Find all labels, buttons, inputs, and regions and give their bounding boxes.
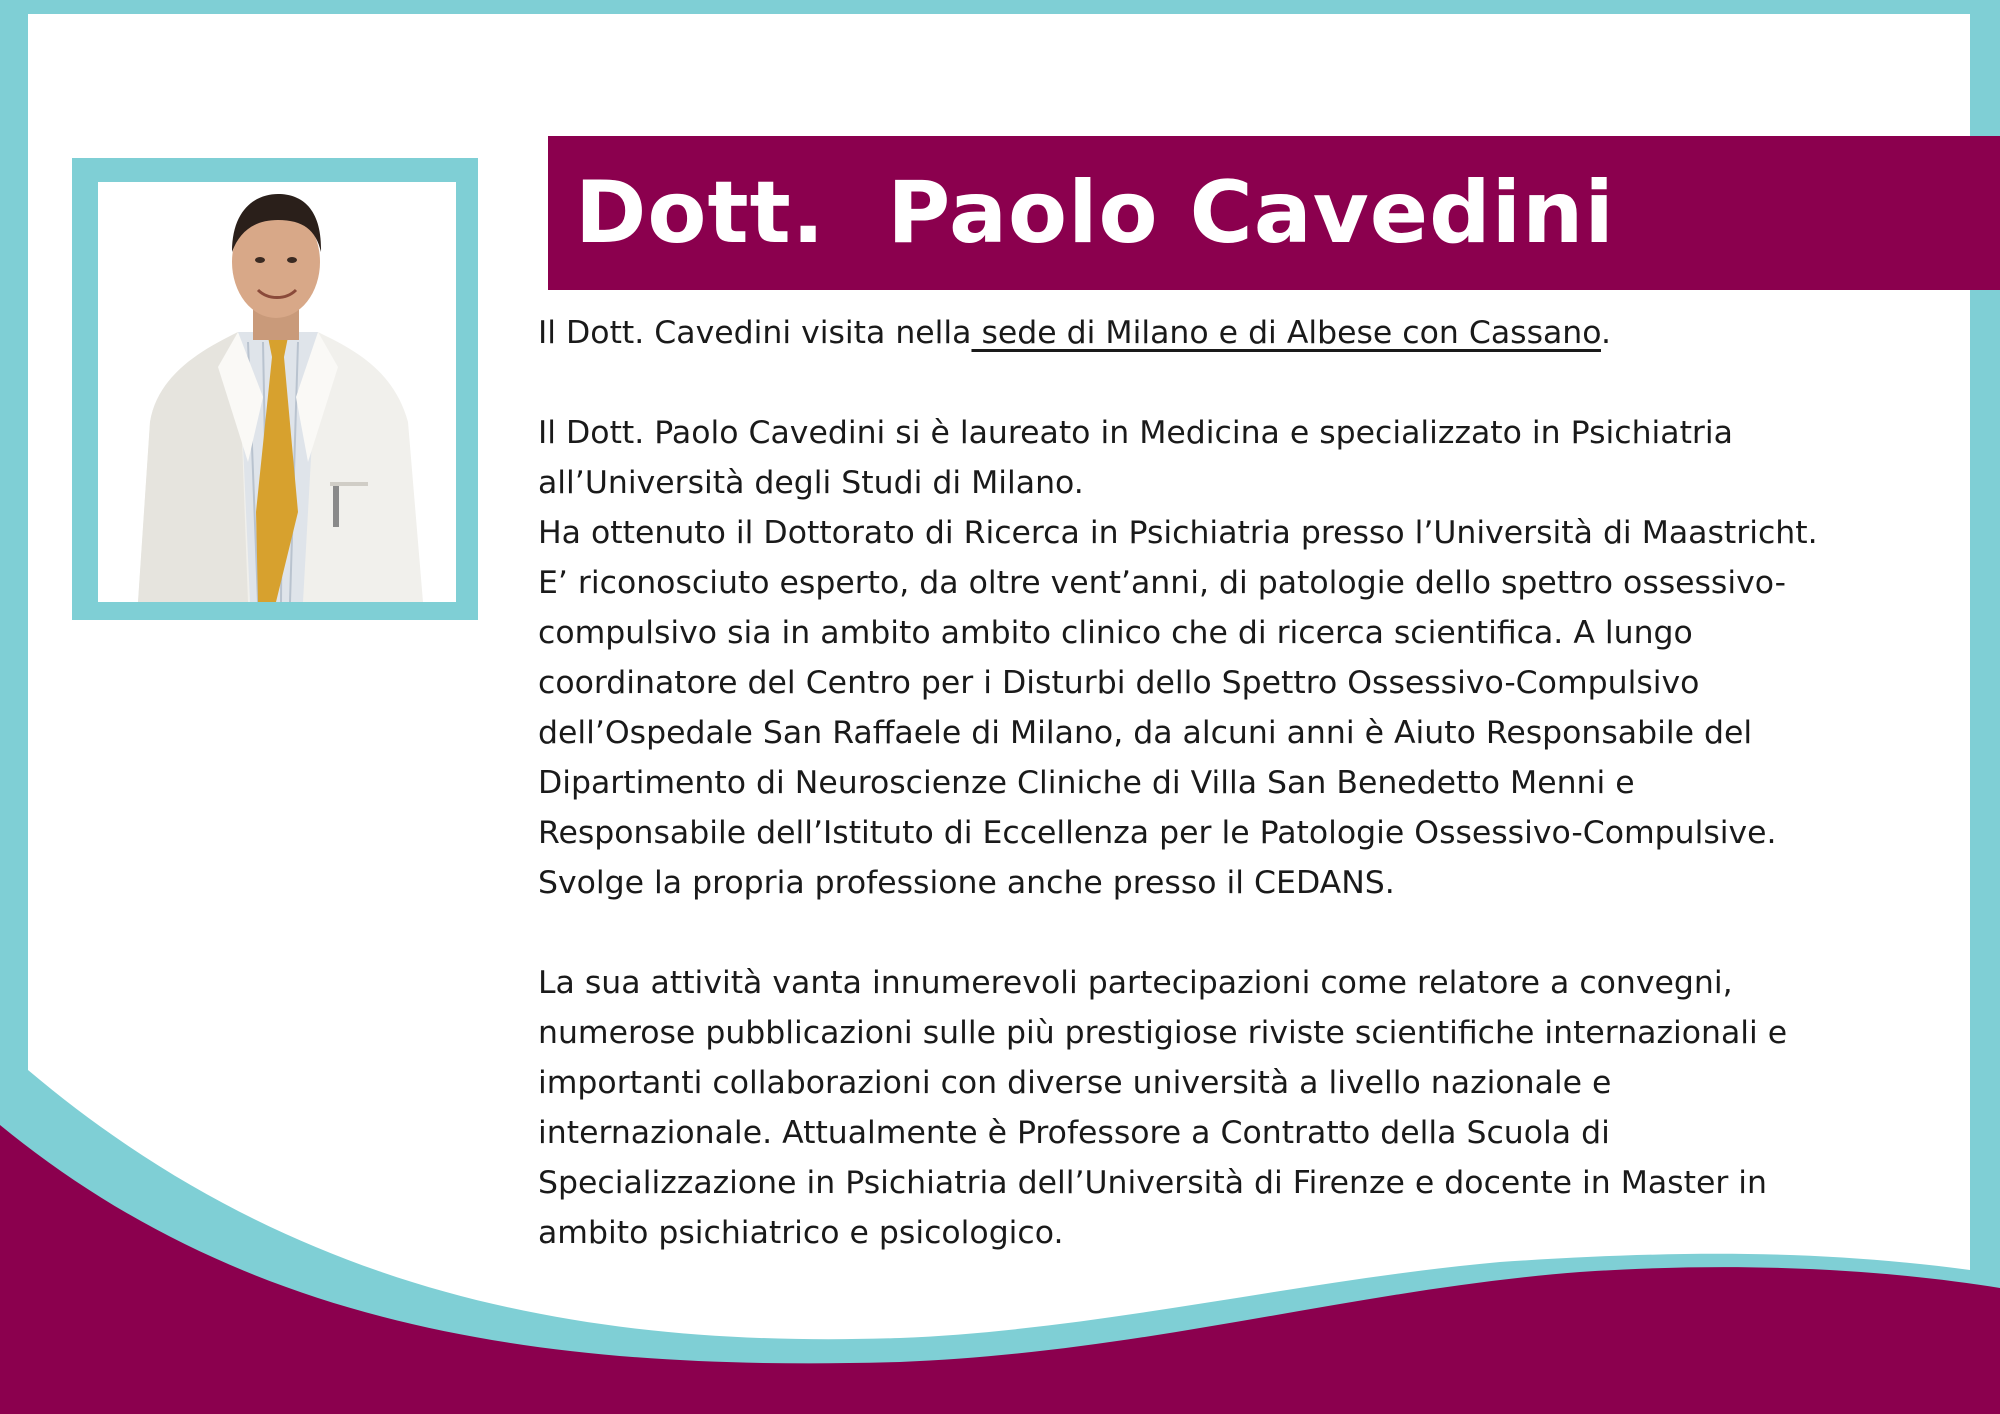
bio-line: Il Dott. Paolo Cavedini si è laureato in Medicina e specializzato in Psichiatria	[538, 415, 1733, 451]
paragraph-gap	[538, 358, 1938, 408]
doctor-portrait-icon	[98, 182, 456, 602]
intro-line	[538, 308, 1938, 358]
bio-line: all’Università degli Studi di Milano.	[538, 465, 1084, 501]
activity-line: La sua attività vanta innumerevoli partecipazioni come relatore a convegni,	[538, 965, 1733, 1001]
location-link[interactable]: sede di Milano e di Albese con Cassano	[971, 315, 1601, 351]
paragraph-gap	[538, 908, 1938, 958]
bio-line: dell’Ospedale San Raffaele di Milano, da alcuni anni è Aiuto Responsabile del	[538, 715, 1753, 751]
activity-line: internazionale. Attualmente è Professore a Contratto della Scuola di	[538, 1115, 1610, 1151]
activity-line: Specializzazione in Psichiatria dell’Università di Firenze e docente in Master in	[538, 1165, 1768, 1201]
bio-line: Responsabile dell’Istituto di Eccellenza per le Patologie Ossessivo-Compulsive.	[538, 815, 1777, 851]
bio-line: E’ riconosciuto esperto, da oltre vent’anni, di patologie dello spettro ossessivo-	[538, 565, 1786, 601]
bio-line: Svolge la propria professione anche presso il CEDANS.	[538, 865, 1395, 901]
photo-frame	[72, 158, 478, 620]
bio-paragraph	[538, 408, 1938, 908]
doctor-photo	[98, 182, 456, 602]
activity-line: ambito psichiatrico e psicologico.	[538, 1215, 1064, 1251]
bio-line: Dipartimento di Neuroscienze Cliniche di Villa San Benedetto Menni e	[538, 765, 1635, 801]
intro-suffix: .	[1600, 315, 1611, 351]
activity-line: importanti collaborazioni con diverse università a livello nazionale e	[538, 1065, 1612, 1101]
bio-line: Ha ottenuto il Dottorato di Ricerca in Psichiatria presso l’Università di Maastricht.	[538, 515, 1818, 551]
intro-prefix: Il Dott. Cavedini visita nella	[538, 315, 972, 351]
bio-content	[538, 308, 1938, 1258]
bio-line: compulsivo sia in ambito ambito clinico che di ricerca scientifica. A lungo	[538, 615, 1693, 651]
activity-paragraph	[538, 958, 1938, 1258]
activity-line: numerose pubblicazioni sulle più prestigiose riviste scientifiche internazionali e	[538, 1015, 1788, 1051]
doctor-name-title: Dott. Paolo Cavedini	[575, 163, 1615, 263]
bio-line: coordinatore del Centro per i Disturbi dello Spettro Ossessivo-Compulsivo	[538, 665, 1700, 701]
